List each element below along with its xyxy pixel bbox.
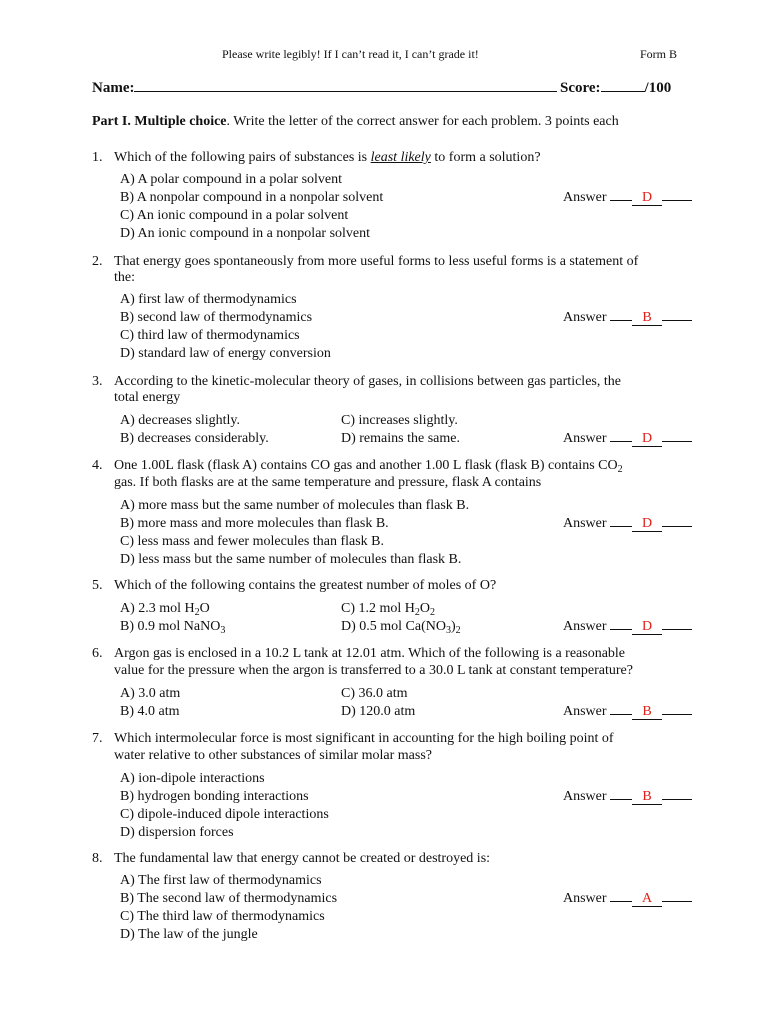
question-4-stem-line1: One 1.00L flask (flask A) contains CO gas and another 1.00 L flask (flask B) contains $CO_2$ bbox=[114, 458, 623, 475]
question-1-stem: Which of the following pairs of substances is least likely to form a solution? bbox=[114, 150, 541, 165]
question-2-stem-line2: the: bbox=[114, 270, 135, 285]
question-7-stem-line1: Which intermolecular force is most significant in accounting for the high boiling point of bbox=[114, 731, 614, 746]
q1-option-a: A) A polar compound in a polar solvent bbox=[120, 172, 343, 187]
q2-option-c: C) third law of thermodynamics bbox=[120, 328, 300, 343]
q3-option-a: A) decreases slightly. bbox=[120, 413, 240, 428]
q5-option-c: C) 1.2 mol $H_2O_2$ bbox=[341, 601, 436, 618]
question-8-number: 8. bbox=[92, 851, 103, 866]
q4-answer[interactable]: Answer D bbox=[563, 516, 692, 532]
name-label: Name: bbox=[92, 80, 135, 96]
form-label: Form B bbox=[640, 47, 678, 61]
q5-answer[interactable]: Answer D bbox=[563, 619, 692, 635]
q2-answer[interactable]: Answer B bbox=[563, 310, 692, 326]
q5-option-a: A) 2.3 mol $H_2O$ bbox=[120, 601, 210, 618]
q6-answer[interactable]: Answer B bbox=[563, 704, 692, 720]
question-6-number: 6. bbox=[92, 646, 103, 661]
q3-option-b: B) decreases considerably. bbox=[120, 431, 269, 446]
question-6-stem-line1: Argon gas is enclosed in a 10.2 L tank at 12.01 atm. Which of the following is a reasonable bbox=[114, 646, 626, 661]
score-line bbox=[560, 77, 671, 96]
q3-option-c: C) increases slightly. bbox=[341, 413, 458, 428]
part1-heading bbox=[92, 114, 619, 130]
q1-option-d: D) An ionic compound in a nonpolar solvent bbox=[120, 226, 371, 241]
part1-title: Part I. Multiple choice bbox=[92, 114, 227, 129]
q4-option-a: A) more mass but the same number of molecules than flask B. bbox=[120, 498, 470, 513]
name-line bbox=[92, 77, 557, 96]
q1-answer[interactable]: Answer D bbox=[563, 190, 692, 206]
q4-option-c: C) less mass and fewer molecules than flask B. bbox=[120, 534, 384, 549]
score-field[interactable] bbox=[601, 77, 645, 92]
question-7-number: 7. bbox=[92, 731, 103, 746]
question-3-stem-line2: total energy bbox=[114, 390, 181, 405]
score-label: Score: bbox=[560, 80, 601, 96]
question-3-number: 3. bbox=[92, 374, 103, 389]
q8-option-b: B) The second law of thermodynamics bbox=[120, 891, 338, 906]
q6-option-d: D) 120.0 atm bbox=[341, 704, 416, 719]
q7-option-c: C) dipole-induced dipole interactions bbox=[120, 807, 329, 822]
q5-option-b: B) 0.9 mol NaNO$_3$ bbox=[120, 619, 226, 636]
q8-option-d: D) The law of the jungle bbox=[120, 927, 258, 942]
q2-option-a: A) first law of thermodynamics bbox=[120, 292, 297, 307]
q7-option-b: B) hydrogen bonding interactions bbox=[120, 789, 309, 804]
q8-answer[interactable]: Answer A bbox=[563, 891, 692, 907]
q4-answer-value: D bbox=[632, 516, 662, 532]
q7-answer[interactable]: Answer B bbox=[563, 789, 692, 805]
emphasis: least likely bbox=[370, 150, 431, 165]
q8-option-a: A) The first law of thermodynamics bbox=[120, 873, 322, 888]
q3-answer-value: D bbox=[632, 431, 662, 447]
question-4-stem-line2: gas. If both flasks are at the same temperature and pressure, flask A contains bbox=[114, 475, 542, 490]
question-5-stem: Which of the following contains the greatest number of moles of O? bbox=[114, 578, 497, 593]
score-total: /100 bbox=[644, 80, 672, 96]
q2-option-b: B) second law of thermodynamics bbox=[120, 310, 313, 325]
q5-option-d: D) 0.5 mol $Ca(NO_3)_2$ bbox=[341, 619, 461, 636]
question-7-stem-line2: water relative to other substances of similar molar mass? bbox=[114, 748, 433, 763]
q7-option-a: A) ion-dipole interactions bbox=[120, 771, 265, 786]
question-3-stem-line1: According to the kinetic-molecular theory of gases, in collisions between gas particles, the bbox=[114, 374, 621, 389]
question-8-stem: The fundamental law that energy cannot be created or destroyed is: bbox=[114, 851, 491, 866]
q4-option-d: D) less mass but the same number of molecules than flask B. bbox=[120, 552, 462, 567]
header-note: Please write legibly! If I can’t read it, I can’t grade it! bbox=[222, 47, 479, 61]
q2-answer-value: B bbox=[632, 310, 662, 326]
q1-answer-value: D bbox=[632, 190, 662, 206]
q5-answer-value: D bbox=[632, 619, 662, 635]
question-1-number: 1. bbox=[92, 150, 103, 165]
name-field[interactable] bbox=[134, 77, 557, 92]
q1-option-b: B) A nonpolar compound in a nonpolar solvent bbox=[120, 190, 384, 205]
question-2-stem-line1: That energy goes spontaneously from more useful forms to less useful forms is a statement of bbox=[114, 254, 639, 269]
q6-answer-value: B bbox=[632, 704, 662, 720]
q3-answer[interactable]: Answer D bbox=[563, 431, 692, 447]
q8-option-c: C) The third law of thermodynamics bbox=[120, 909, 325, 924]
question-2-number: 2. bbox=[92, 254, 103, 269]
part1-instructions: . Write the letter of the correct answer for each problem. 3 points each bbox=[226, 114, 619, 129]
q6-option-b: B) 4.0 atm bbox=[120, 704, 180, 719]
q2-option-d: D) standard law of energy conversion bbox=[120, 346, 331, 361]
question-5-number: 5. bbox=[92, 578, 103, 593]
q7-answer-value: B bbox=[632, 789, 662, 805]
q8-answer-value: A bbox=[632, 891, 662, 907]
q6-option-c: C) 36.0 atm bbox=[341, 686, 408, 701]
question-4-number: 4. bbox=[92, 458, 103, 473]
q1-option-c: C) An ionic compound in a polar solvent bbox=[120, 208, 349, 223]
q6-option-a: A) 3.0 atm bbox=[120, 686, 181, 701]
q4-option-b: B) more mass and more molecules than flask B. bbox=[120, 516, 389, 531]
q7-option-d: D) dispersion forces bbox=[120, 825, 234, 840]
question-6-stem-line2: value for the pressure when the argon is transferred to a 30.0 L tank at constant temperature? bbox=[114, 663, 633, 678]
q3-option-d: D) remains the same. bbox=[341, 431, 460, 446]
